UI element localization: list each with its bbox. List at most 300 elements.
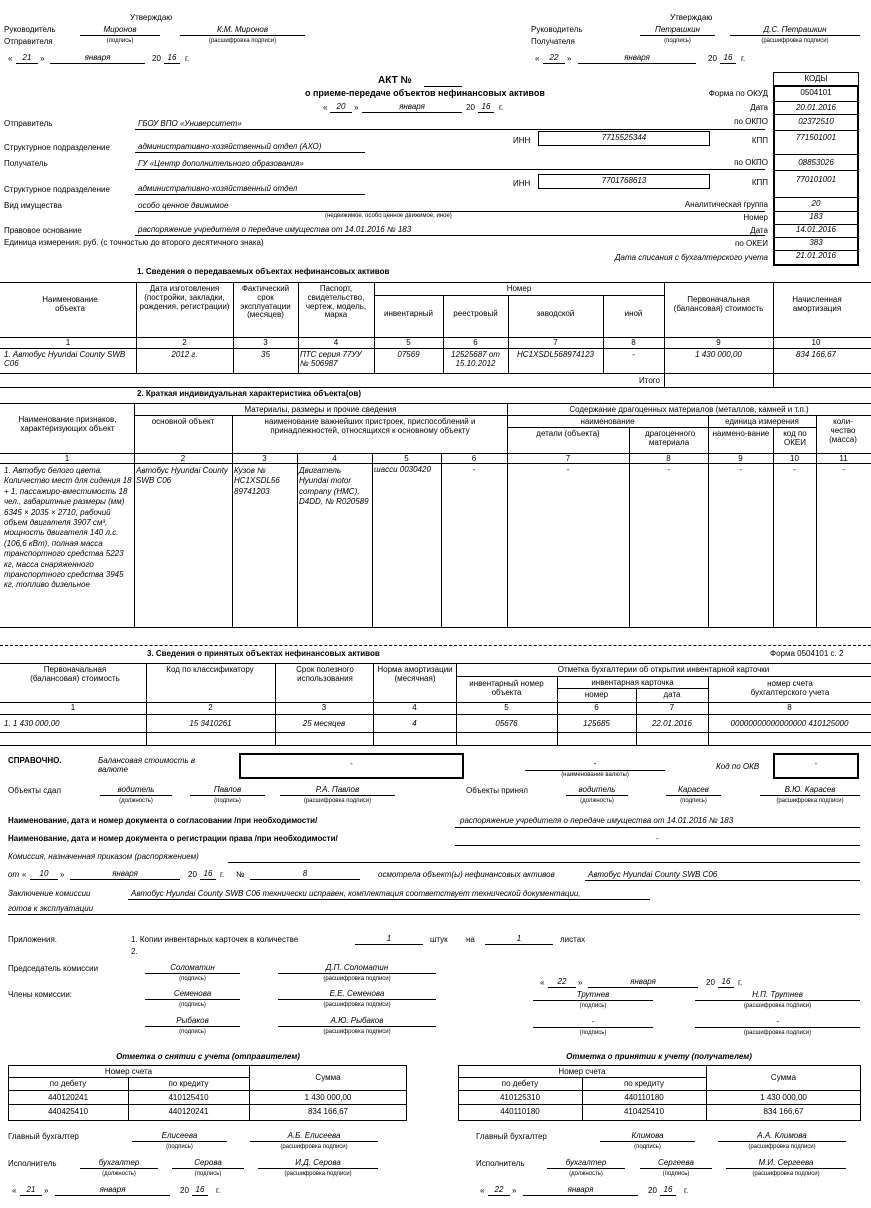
s1-h-amort: Начисленная амортизация (792, 295, 842, 313)
member4-name: - (695, 1018, 860, 1028)
group-value: 20 (811, 199, 821, 208)
attach-sheets: листах (560, 935, 586, 944)
act-month: января (362, 103, 462, 113)
s1-h-cost: Первоначальная (балансовая) стоимость (673, 295, 764, 313)
col-num: 1 (70, 703, 76, 712)
member2-name: А.Ю. Рыбаков (278, 1017, 436, 1027)
act-subtitle: о приеме-передаче объектов нефинансовых активов (305, 88, 545, 98)
basis-value: распоряжение учредителя о передаче имущества от 14.01.2016 № 183 (138, 225, 412, 234)
exec-label-right: Исполнитель (476, 1159, 525, 1168)
attach-on: на (466, 935, 475, 944)
year-suffix: г. (738, 978, 743, 987)
s3-row-life: 25 месяцев (302, 719, 346, 728)
s1-row-reg: 12525687 от 15.10.2012 (451, 350, 500, 368)
subdiv-value-2: административно-хозяйственный отдел (138, 184, 298, 193)
s3-row-inv: 05676 (495, 719, 518, 728)
comm-num: 8 (250, 870, 360, 880)
wo-r2-sum: 834 166,67 (307, 1107, 349, 1116)
sender-label: Отправитель (4, 119, 53, 128)
attach-line2: 2. (131, 947, 138, 956)
caption: (подпись) (662, 1171, 690, 1177)
property-label: Вид имущества (4, 201, 62, 210)
okpo-value-2: 08853026 (798, 158, 834, 167)
chief-sign-right: Климова (600, 1132, 695, 1142)
caption: (расшифровка подписи) (743, 1003, 812, 1009)
col-num: 9 (738, 454, 743, 463)
caption: (подпись) (179, 976, 206, 982)
gave-pos: водитель (100, 786, 172, 796)
okpo-value-1: 02372510 (798, 117, 834, 126)
s2-h-uname: наимено-вание (712, 429, 770, 438)
col-num: 8 (631, 338, 636, 347)
chair-name: Д.П. Соломатин (278, 964, 436, 974)
ac-r2-credit: 410425410 (623, 1107, 665, 1116)
attach-line1: 1. Копии инвентарных карточек в количестве (131, 935, 299, 944)
caption: (должность) (569, 1171, 603, 1177)
exec-pos-left: бухгалтер (80, 1159, 158, 1169)
subdiv-label: Структурное подразделение (4, 185, 110, 194)
s1-row-amort: 834 166,67 (795, 350, 837, 359)
wo-h-credit: по кредиту (168, 1079, 209, 1088)
caption: (расшифровка подписи) (323, 976, 391, 982)
receiver-value: ГУ «Центр дополнительного образования» (138, 159, 304, 168)
sender-value: ГБОУ ВПО «Университет» (138, 119, 242, 128)
date-quote: « (535, 54, 540, 63)
exec-name-right: М.И. Сергеева (726, 1159, 846, 1169)
exec-sign-right: Сергеева (640, 1159, 712, 1169)
s1-h-oth: иной (624, 309, 643, 318)
col-num: 3 (263, 338, 268, 347)
s2-c7: - (566, 465, 570, 474)
ref-value: - (350, 759, 353, 768)
date2-value: 14.01.2016 (795, 225, 837, 234)
exec-pos-right: бухгалтер (547, 1159, 625, 1169)
wo-r2-debit: 440425410 (47, 1107, 89, 1116)
s2-h-acc: наименование важнейших пристроек, приспособлений и принадлежностей, относящихся к основному объекту (264, 417, 476, 435)
chief-label-right: Главный бухгалтер (476, 1132, 547, 1141)
s2-h-unit: единица измерения (725, 417, 799, 426)
act-year: 16 (478, 103, 494, 113)
br-day: 22 (488, 1186, 510, 1196)
concl-value-2: готов к эксплуатации (8, 904, 94, 913)
ac-h-credit: по кредиту (623, 1079, 665, 1088)
year-prefix: 20 (188, 870, 197, 879)
s3-row-cnum: 125685 (583, 719, 610, 728)
caption: (подпись) (106, 38, 134, 44)
act-day: 20 (330, 103, 352, 113)
okud-label: Форма по ОКУД (708, 89, 768, 98)
ac-h-debit: по дебету (501, 1079, 539, 1088)
concl-value: Автобус Hyundai County SWB C06 технически исправен, комплектация соответствует технической документации, (131, 889, 581, 898)
s1-row-inv: 07569 (397, 350, 420, 359)
s1-row-pass: ПТС серия 77УУ № 506987 (300, 350, 362, 368)
s1-row-fac: HC1XSDL568974123 (517, 350, 594, 359)
year-prefix: 20 (180, 1186, 189, 1195)
s2-c3: Кузов № HC1XSDL56 89741203 (234, 466, 280, 496)
s3-h-cnum: номер (584, 690, 609, 699)
okei-value: 383 (809, 238, 823, 247)
inn-value-2: 7701768613 (601, 176, 647, 185)
s2-c9: - (739, 465, 742, 474)
wo-h-sum: Сумма (315, 1073, 341, 1082)
year-suffix: г. (741, 54, 746, 63)
s1-h-fac: заводской (536, 309, 575, 318)
took-sign: Карасев (666, 786, 721, 796)
reg-label: Наименование, дата и номер документа о регистрации права /при необходимости/ (8, 834, 338, 843)
col-num: 1 (64, 454, 70, 463)
caption: (расшифровка подписи) (208, 38, 277, 44)
approve-left-name: К.М. Миронов (180, 26, 305, 36)
subdiv-label: Структурное подразделение (4, 143, 110, 152)
s3-h-code: Код по классификатору (166, 665, 254, 674)
property-caption: (недвижимое, особо ценное движимое, иное) (325, 213, 452, 219)
s1-row-oth: - (632, 350, 635, 359)
s3-row-cost: 1. 1 430 000,00 (4, 719, 60, 728)
gave-label: Объекты сдал (8, 786, 61, 795)
col-num: 2 (180, 454, 186, 463)
member1-sign: Семенова (145, 990, 240, 1000)
inn-label: ИНН (513, 136, 531, 145)
agree-value: распоряжение учредителя о передаче имущества от 14.01.2016 № 183 (460, 816, 734, 825)
writeoff-title: Отметка о снятии с учета (отправителем) (116, 1052, 300, 1061)
col-num: 7 (565, 454, 571, 463)
col-num: 3 (262, 454, 267, 463)
caption: (расшифровка подписи) (323, 1002, 391, 1008)
okpo-label: по ОКПО (734, 158, 768, 167)
comm-r-day: 22 (548, 978, 576, 988)
approve-left-month: января (50, 54, 145, 64)
col-num: 8 (666, 454, 671, 463)
s2-c5: шасси 0030420 (374, 465, 431, 474)
year-suffix: г. (684, 1186, 689, 1195)
col-num: 2 (182, 338, 187, 347)
attach-pcs: штук (430, 935, 448, 944)
s3-row-acc: 00000000000000000 410125000 (730, 719, 849, 728)
took-pos: водитель (566, 786, 628, 796)
member4-sign: - (533, 1018, 653, 1028)
ac-r2-debit: 440110180 (500, 1107, 540, 1116)
wo-h-acct: Номер счета (104, 1067, 153, 1076)
caption: (расшифровка подписи) (284, 1171, 352, 1177)
okv-label: Код по ОКВ (716, 762, 760, 771)
s1-total-label: Итого (639, 376, 660, 385)
s2-h-main: основной объект (151, 417, 215, 426)
s3-h-norm: Норма амортизации (месячная) (377, 665, 453, 683)
comm-month: января (70, 870, 180, 880)
date-quote: » (354, 103, 359, 112)
s2-c11: - (842, 465, 845, 474)
year-prefix: 20 (152, 54, 161, 63)
kpp-label: КПП (751, 136, 768, 145)
col-num: 6 (594, 703, 599, 712)
caption: (подпись) (634, 1144, 661, 1150)
comm-label: Комиссия, назначенная приказом (распоряжением) (8, 852, 199, 861)
chair-sign: Соломатин (145, 964, 240, 974)
ot-label: от (8, 870, 20, 879)
caption: (расшифровка подписи) (280, 1144, 348, 1150)
chief-name-left: А.Б. Елисеева (250, 1132, 378, 1142)
s3-h-acc: номер счета бухгалтерского учета (750, 679, 830, 697)
caption: (подпись) (179, 1029, 206, 1035)
year-suffix: г. (216, 1186, 221, 1195)
caption: (подпись) (579, 1003, 607, 1009)
col-num: 6 (473, 338, 478, 347)
ac-r1-credit: 440110180 (624, 1093, 664, 1102)
caption: (подпись) (179, 1002, 206, 1008)
year-prefix: 20 (708, 54, 717, 63)
kpp-value-1: 771501001 (795, 133, 837, 142)
date-quote: « (12, 1186, 17, 1195)
s2-c2: Автобус Hyundai County SWB C06 (136, 466, 228, 486)
ac-r2-sum: 834 166,67 (763, 1107, 804, 1116)
took-name: В.Ю. Карасев (760, 786, 860, 796)
date-quote: » (44, 1186, 49, 1195)
caption: (должность) (102, 1171, 136, 1177)
ac-r1-sum: 1 430 000,00 (760, 1093, 807, 1102)
year-prefix: 20 (466, 103, 475, 112)
accept-title: Отметка о принятии к учету (получателем) (566, 1052, 752, 1061)
caption: (должность) (119, 798, 153, 804)
s2-c6: - (472, 465, 476, 474)
s1-h-name: Наименование объекта (42, 295, 98, 313)
s1-h-num: Номер (506, 284, 532, 293)
s3-row-cdate: 22.01.2016 (651, 719, 693, 728)
approve-right-head: Руководитель (531, 25, 583, 34)
col-num: 9 (716, 338, 721, 347)
codes-title: КОДЫ (804, 74, 828, 83)
group-label: Аналитическая группа (684, 200, 768, 209)
bl-year: 16 (192, 1186, 208, 1196)
s3-h-invno: инвентарный номер объекта (469, 679, 544, 697)
inspected-label: осмотрела объект(ы) нефинансовых активов (378, 870, 555, 879)
took-label: Объекты принял (466, 786, 528, 795)
approve-left-title: Утверждаю (130, 13, 173, 22)
s2-h-pm: драгоценного материала (645, 429, 696, 447)
chief-name-right: А.А. Климова (718, 1132, 846, 1142)
writeoff-label: Дата списания с бухгалтерского учета (614, 253, 768, 262)
caption: (должность) (580, 798, 614, 804)
year-prefix: 20 (706, 978, 715, 987)
attach-count: 1 (355, 935, 423, 945)
col-num: 7 (669, 703, 675, 712)
approve-left-year: 16 (164, 54, 180, 64)
member1-name: Е.Е. Семенова (278, 990, 436, 1000)
date-quote: » (512, 1186, 517, 1195)
number-value: 183 (809, 212, 823, 221)
s2-h-qty: коли-чество (масса) (829, 417, 857, 444)
exec-sign-left: Серова (172, 1159, 244, 1169)
caption: (расшифровка подписи) (323, 1029, 391, 1035)
concl-label: Заключение комиссии (8, 889, 91, 898)
exec-name-left: И.Д. Серова (258, 1159, 378, 1169)
approve-right-year: 16 (720, 54, 736, 64)
exec-label-left: Исполнитель (8, 1159, 57, 1168)
inspected-object: Автобус Hyundai County SWB C06 (588, 870, 718, 879)
col-num: 5 (504, 703, 509, 712)
section1-title: 1. Сведения о передаваемых объектах нефинансовых активов (137, 267, 390, 276)
s2-h-prec: Содержание драгоценных материалов (металлов, камней и т.п.) (569, 405, 809, 414)
s2-h-code: код по ОКЕИ (783, 429, 807, 447)
ref-title: СПРАВОЧНО. (8, 756, 62, 765)
s1-row-life: 35 (261, 350, 270, 359)
inn-value-1: 7715525344 (601, 133, 647, 142)
s1-h-inv: инвентарный (383, 309, 434, 318)
approve-left-day: 21 (16, 54, 38, 64)
bl-day: 21 (20, 1186, 42, 1196)
caption: (подпись) (194, 1171, 222, 1177)
caption: (подпись) (664, 38, 691, 44)
s3-row-norm: 4 (412, 719, 417, 728)
caption: (подпись) (214, 798, 241, 804)
no-sign: № (236, 870, 245, 879)
okud-value: 0504101 (800, 88, 832, 97)
s3-h-mark: Отметка бухгалтерии об открытии инвентарной карточки (557, 665, 770, 674)
s1-h-date: Дата изготовления (постройки, закладки, рождения, регистрации) (139, 284, 230, 311)
date-quote: « (22, 870, 27, 879)
ref-balance: Балансовая стоимость в валюте (98, 756, 195, 774)
number-label: Номер (743, 213, 768, 222)
s3-row-code: 15 3410261 (189, 719, 232, 728)
col-num: 4 (412, 703, 417, 712)
wo-r1-debit: 440120241 (47, 1093, 89, 1102)
col-num: 7 (553, 338, 558, 347)
col-num: 2 (208, 703, 213, 712)
caption: (подпись) (680, 798, 707, 804)
date-value: 20.01.2016 (795, 103, 837, 112)
basis-label: Правовое основание (4, 226, 82, 235)
col-num: 6 (471, 454, 477, 463)
ref-currency: - (593, 759, 597, 768)
bl-month: января (55, 1186, 170, 1196)
date-quote: » (567, 54, 572, 63)
s2-c4: Двигатель Hyundai motor company (HMC), D4DD, № R020589 (299, 466, 369, 507)
gave-name: Р.А. Павлов (280, 786, 395, 796)
approve-left-sign: Миронов (80, 26, 160, 36)
approve-right-title: Утверждаю (670, 13, 713, 22)
approve-right-name: Д.С. Петрашкин (730, 26, 860, 36)
property-value: особо ценное движимое (138, 201, 229, 210)
approve-right-day: 22 (543, 54, 565, 64)
col-num: 4 (332, 454, 337, 463)
br-year: 16 (660, 1186, 676, 1196)
s3-h-cdate: дата (663, 690, 681, 699)
attach-label: Приложения. (8, 935, 58, 944)
act-title: АКТ № (378, 75, 412, 86)
unit-label: Единица измерения: руб. (с точностью до второго десятичного знака) (4, 238, 264, 247)
wo-r2-credit: 440120241 (168, 1107, 209, 1116)
comm-r-year: 16 (718, 978, 734, 988)
member2-sign: Рыбаков (145, 1017, 240, 1027)
br-month: января (523, 1186, 638, 1196)
subdiv-value-1: административно-хозяйственный отдел (АХО) (138, 142, 322, 151)
year-prefix: 20 (648, 1186, 657, 1195)
date-quote: » (578, 978, 583, 987)
date-label: Дата (750, 103, 768, 112)
col-num: 10 (790, 454, 799, 463)
year-suffix: г. (499, 103, 504, 112)
agree-label: Наименование, дата и номер документа о согласовании /при необходимости/ (8, 816, 318, 825)
col-num: 10 (811, 338, 821, 347)
date-quote: « (480, 1186, 485, 1195)
gave-sign: Павлов (190, 786, 265, 796)
col-num: 5 (406, 338, 411, 347)
s2-h-pname: наименование (580, 417, 635, 426)
col-num: 5 (404, 454, 409, 463)
s3-h-card: инвентарная карточка (591, 678, 674, 687)
date2-label: Дата (750, 226, 768, 235)
s2-c10: - (793, 465, 796, 474)
s3-h-life: Срок полезного использования (296, 665, 354, 683)
wo-r1-sum: 1 430 000,00 (304, 1093, 352, 1102)
okei-label: по ОКЕИ (735, 239, 768, 248)
date-quote: « (8, 54, 13, 63)
wo-r1-credit: 410125410 (168, 1093, 209, 1102)
receiver-label: Получатель (4, 159, 48, 168)
kpp-value-2: 770101001 (795, 175, 837, 184)
date-quote: « (540, 978, 545, 987)
date-quote: » (60, 870, 65, 879)
chief-sign-left: Елисеева (132, 1132, 227, 1142)
approve-right-month: января (578, 54, 696, 64)
col-num: 8 (787, 703, 792, 712)
year-suffix: г. (220, 870, 225, 879)
caption: (подпись) (166, 1144, 193, 1150)
inn-label: ИНН (513, 179, 531, 188)
comm-day: 10 (30, 870, 58, 880)
comm-r-month: января (588, 978, 698, 988)
caption: (расшифровка подписи) (776, 798, 844, 804)
member3-name: Н.П. Трутнев (695, 991, 860, 1001)
col-num: 3 (321, 703, 327, 712)
s1-h-reg: реестровый (453, 309, 498, 318)
members-label: Члены комиссии: (8, 990, 73, 999)
caption: (расшифровка подписи) (752, 1171, 820, 1177)
s1-h-life: Фактический срок эксплуатации (месяцев) (240, 284, 291, 320)
s1-h-pass: Паспорт, свидетельство, чертеж, модель, марка (305, 284, 367, 320)
col-num: 4 (333, 338, 339, 347)
caption: (расшифровка подписи) (743, 1030, 812, 1036)
approve-left-org: Отправителя (4, 37, 53, 46)
ac-h-acct: Номер счета (558, 1067, 606, 1076)
col-num: 1 (65, 338, 71, 347)
kpp-label: КПП (751, 178, 768, 187)
s2-h-name: Наименование признаков, характеризующих объект (18, 415, 117, 433)
caption: (расшифровка подписи) (761, 38, 829, 44)
s1-row-date: 2012 г. (171, 350, 198, 359)
okv-value: - (814, 759, 818, 768)
attach-sheets-count: 1 (485, 935, 553, 945)
caption: (расшифровка подписи) (748, 1144, 816, 1150)
date-quote: » (40, 54, 45, 63)
s2-c8: - (667, 465, 670, 474)
okpo-label: по ОКПО (734, 117, 768, 126)
year-suffix: г. (185, 54, 190, 63)
chair-label: Председатель комиссии (8, 964, 99, 973)
col-num: 11 (839, 454, 848, 463)
section3-title: 3. Сведения о принятых объектах нефинансовых активов (147, 649, 380, 658)
ac-r1-debit: 410125310 (499, 1093, 541, 1102)
ac-h-sum: Сумма (770, 1073, 797, 1082)
member3-sign: Трутнев (533, 991, 653, 1001)
currency-caption: (наименование валюты) (561, 772, 629, 778)
comm-year: 16 (200, 870, 216, 880)
approve-right-org: Получателя (531, 37, 575, 46)
wo-h-debit: по дебету (49, 1079, 87, 1088)
s1-row-name: 1. Автобус Hyundai County SWB C06 (4, 350, 126, 368)
approve-right-sign: Петрашкин (640, 26, 715, 36)
writeoff-value: 21.01.2016 (795, 251, 837, 260)
caption: (расшифровка подписи) (303, 798, 372, 804)
